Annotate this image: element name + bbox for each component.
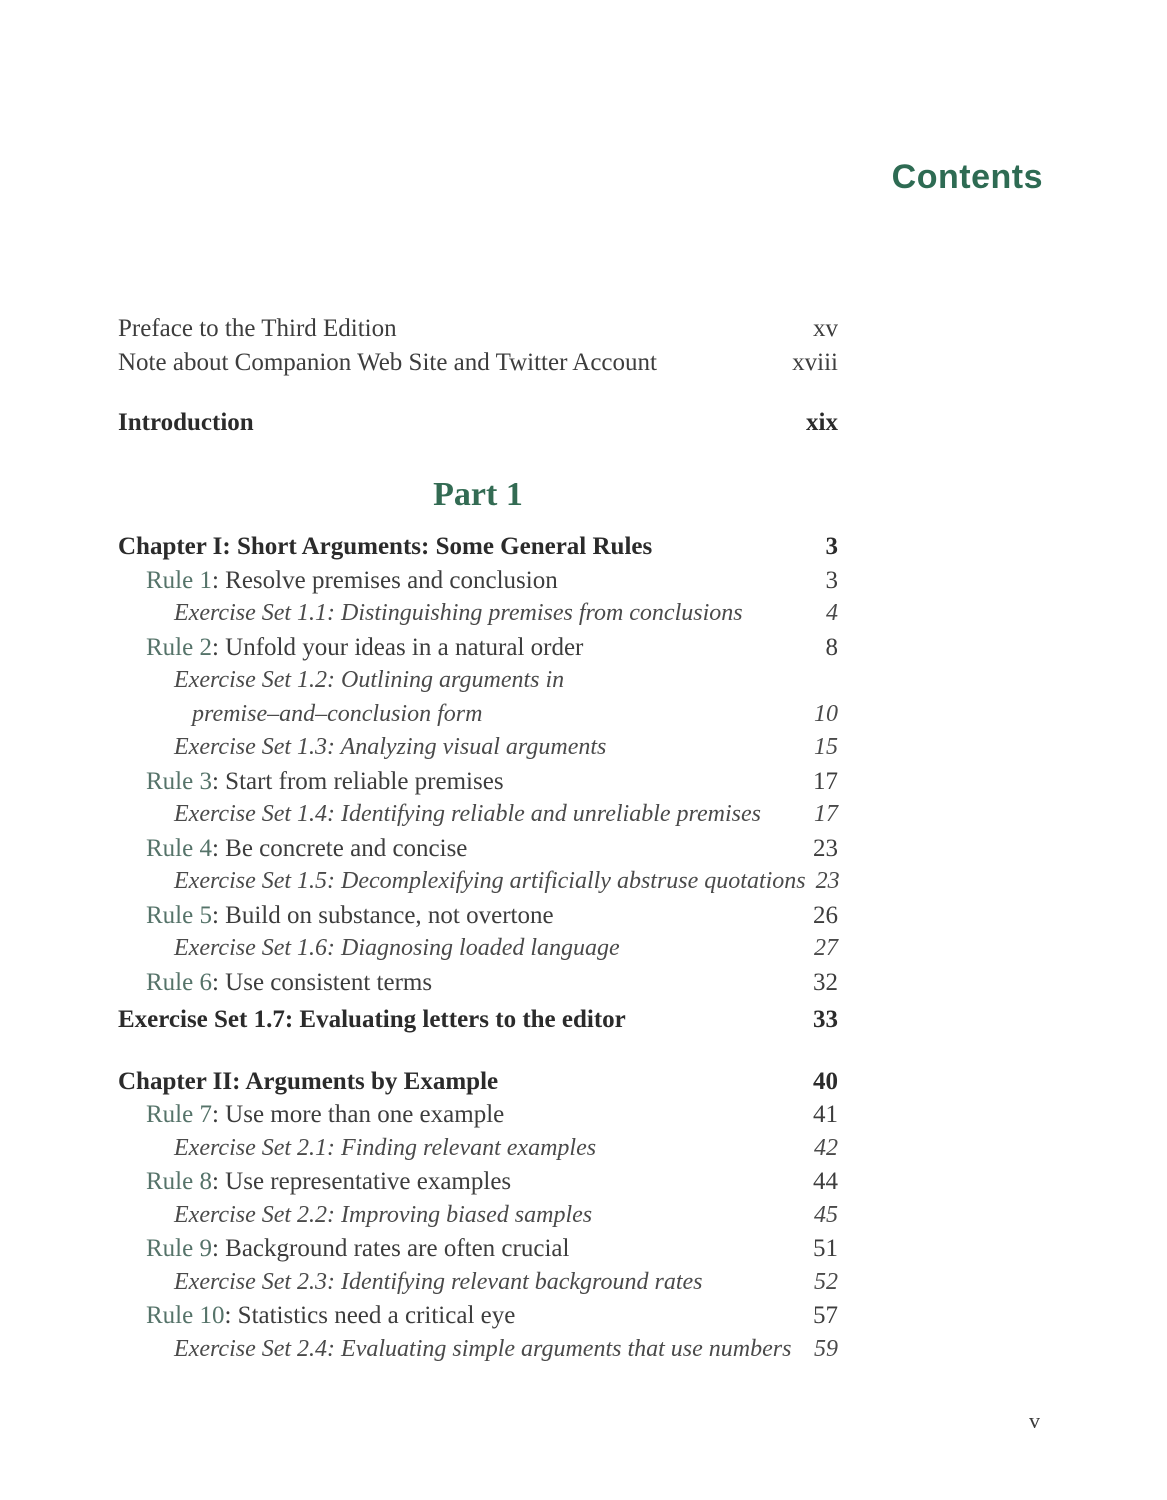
rule-number-label: Rule 9 bbox=[146, 1235, 212, 1262]
rule-number-label: Rule 8 bbox=[146, 1168, 212, 1195]
toc-entry-label: Rule 5: Build on substance, not overtone bbox=[146, 901, 554, 929]
toc-entry-rule bbox=[118, 564, 838, 598]
toc-entry-label: Exercise Set 1.1: Distinguishing premises from conclusions bbox=[174, 600, 743, 626]
toc-entry-page-number: 32 bbox=[813, 968, 838, 996]
toc-section-spacer bbox=[118, 1037, 838, 1065]
part-heading: Part 1 bbox=[433, 476, 523, 513]
rule-number-label: Rule 6 bbox=[146, 968, 212, 996]
toc-entry-page-number: 40 bbox=[813, 1067, 838, 1095]
toc-entry-exercise bbox=[118, 731, 838, 765]
introduction-page-number: xix bbox=[806, 409, 838, 436]
toc-entry-rule bbox=[118, 1232, 838, 1266]
front-matter-label: Note about Companion Web Site and Twitter Account bbox=[118, 349, 657, 376]
toc-entry-page-number: 23 bbox=[813, 834, 838, 862]
toc-entry-label: Rule 6: Use consistent terms bbox=[146, 968, 433, 996]
toc-entry-rule bbox=[118, 765, 838, 799]
front-matter-page-number: xv bbox=[813, 315, 838, 342]
toc-entry-label: Rule 9: Background rates are often crucial bbox=[146, 1235, 570, 1262]
toc-entry-page-number: 10 bbox=[814, 700, 838, 727]
toc-entry-label: Exercise Set 1.4: Identifying reliable and unreliable premises bbox=[174, 801, 761, 827]
rule-number-label: Rule 5 bbox=[146, 901, 212, 929]
footer-page-number: v bbox=[1029, 1408, 1040, 1433]
toc-entry-exercise bbox=[118, 1199, 838, 1233]
toc-entry-label: Rule 8: Use representative examples bbox=[146, 1168, 512, 1195]
toc-entry-page-number: 33 bbox=[813, 1006, 838, 1033]
toc-entry-rule bbox=[118, 832, 838, 866]
toc-entry-page-number: 3 bbox=[825, 566, 838, 594]
toc-entry-label: Chapter II: Arguments by Example bbox=[118, 1067, 499, 1095]
toc-entry-label: Rule 2: Unfold your ideas in a natural order bbox=[146, 633, 584, 661]
rule-number-label: Rule 2 bbox=[146, 633, 212, 661]
rule-number-label: Rule 10 bbox=[146, 1302, 225, 1329]
toc-entry-label: Exercise Set 1.3: Analyzing visual arguments bbox=[174, 734, 607, 760]
toc-entry-page-number: 26 bbox=[813, 901, 838, 929]
toc-list bbox=[118, 530, 838, 1366]
toc-entry-page-number: 44 bbox=[813, 1168, 838, 1195]
toc-entry-chapter bbox=[118, 530, 838, 564]
toc-entry-label: Exercise Set 1.6: Diagnosing loaded language bbox=[174, 935, 620, 961]
toc-entry-rule bbox=[118, 1165, 838, 1199]
introduction-row bbox=[118, 406, 838, 440]
toc-entry-page-number: 8 bbox=[825, 633, 838, 661]
rule-number-label: Rule 3 bbox=[146, 767, 212, 795]
toc-entry-page-number: 42 bbox=[814, 1134, 838, 1161]
toc-entry-page-number: 57 bbox=[813, 1302, 838, 1329]
toc-entry-page-number: 52 bbox=[814, 1268, 838, 1295]
toc-entry-page-number: 17 bbox=[813, 767, 838, 795]
toc-entry-label: Exercise Set 2.3: Identifying relevant background rates bbox=[174, 1268, 703, 1295]
toc-entry-rule bbox=[118, 631, 838, 665]
toc-entry-page-number: 41 bbox=[813, 1101, 838, 1128]
toc-entry-rule bbox=[118, 1098, 838, 1132]
toc-entry-chapter bbox=[118, 1065, 838, 1099]
toc-container bbox=[118, 312, 838, 1366]
toc-entry-label: Exercise Set 1.5: Decomplexifying artificially abstruse quotations bbox=[174, 868, 806, 894]
toc-entry-label: Exercise Set 2.4: Evaluating simple arguments that use numbers bbox=[174, 1335, 792, 1362]
toc-entry-label: Exercise Set 1.2: Outlining arguments in bbox=[174, 667, 565, 693]
rule-number-label: Rule 4 bbox=[146, 834, 212, 862]
toc-entry-label: Exercise Set 2.2: Improving biased samples bbox=[174, 1201, 593, 1228]
rule-number-label: Rule 1 bbox=[146, 566, 212, 594]
toc-entry-exercise-continued bbox=[118, 698, 838, 732]
toc-entry-rule bbox=[118, 899, 838, 933]
toc-entry-page-number: 51 bbox=[813, 1235, 838, 1262]
toc-entry-exercise bbox=[118, 1333, 838, 1367]
toc-entry-label: Rule 4: Be concrete and concise bbox=[146, 834, 468, 862]
page-title: Contents bbox=[891, 158, 1043, 196]
toc-entry-page-number: 45 bbox=[814, 1201, 838, 1228]
toc-entry-page-number: 23 bbox=[815, 868, 840, 894]
toc-entry-label: Rule 10: Statistics need a critical eye bbox=[146, 1302, 516, 1329]
toc-entry-page-number: 59 bbox=[814, 1335, 838, 1362]
toc-entry-page-number: 4 bbox=[826, 600, 838, 626]
toc-entry-exercise bbox=[118, 865, 838, 899]
front-matter-row bbox=[118, 312, 838, 346]
toc-entry-exercise bbox=[118, 798, 838, 832]
front-matter-page-number: xviii bbox=[792, 349, 838, 376]
toc-entry-page-number: 15 bbox=[814, 734, 838, 760]
toc-entry-exercise bbox=[118, 597, 838, 631]
toc-entry-label: Rule 3: Start from reliable premises bbox=[146, 767, 504, 795]
front-matter-label: Preface to the Third Edition bbox=[118, 315, 397, 342]
toc-entry-page-number: 17 bbox=[814, 801, 838, 827]
toc-entry-page-number: 3 bbox=[825, 533, 838, 560]
toc-entry-rule bbox=[118, 966, 838, 1000]
toc-entry-exercise-major bbox=[118, 1003, 838, 1037]
toc-entry-exercise bbox=[118, 932, 838, 966]
toc-entry-page-number: 27 bbox=[814, 935, 838, 961]
toc-entry-exercise bbox=[118, 1266, 838, 1300]
toc-entry-label: Exercise Set 2.1: Finding relevant examples bbox=[174, 1134, 597, 1161]
toc-entry-label: Rule 1: Resolve premises and conclusion bbox=[146, 566, 558, 594]
toc-entry-label: Rule 7: Use more than one example bbox=[146, 1101, 505, 1128]
toc-entry-label: Exercise Set 1.7: Evaluating letters to the editor bbox=[118, 1006, 626, 1033]
toc-entry-label: premise–and–conclusion form bbox=[192, 700, 483, 727]
toc-entry-rule bbox=[118, 1299, 838, 1333]
toc-entry-label: Chapter I: Short Arguments: Some General Rules bbox=[118, 533, 653, 560]
toc-entry-exercise bbox=[118, 1132, 838, 1166]
introduction-label: Introduction bbox=[118, 409, 254, 436]
rule-number-label: Rule 7 bbox=[146, 1101, 212, 1128]
toc-entry-exercise bbox=[118, 664, 838, 698]
front-matter-row bbox=[118, 346, 838, 380]
